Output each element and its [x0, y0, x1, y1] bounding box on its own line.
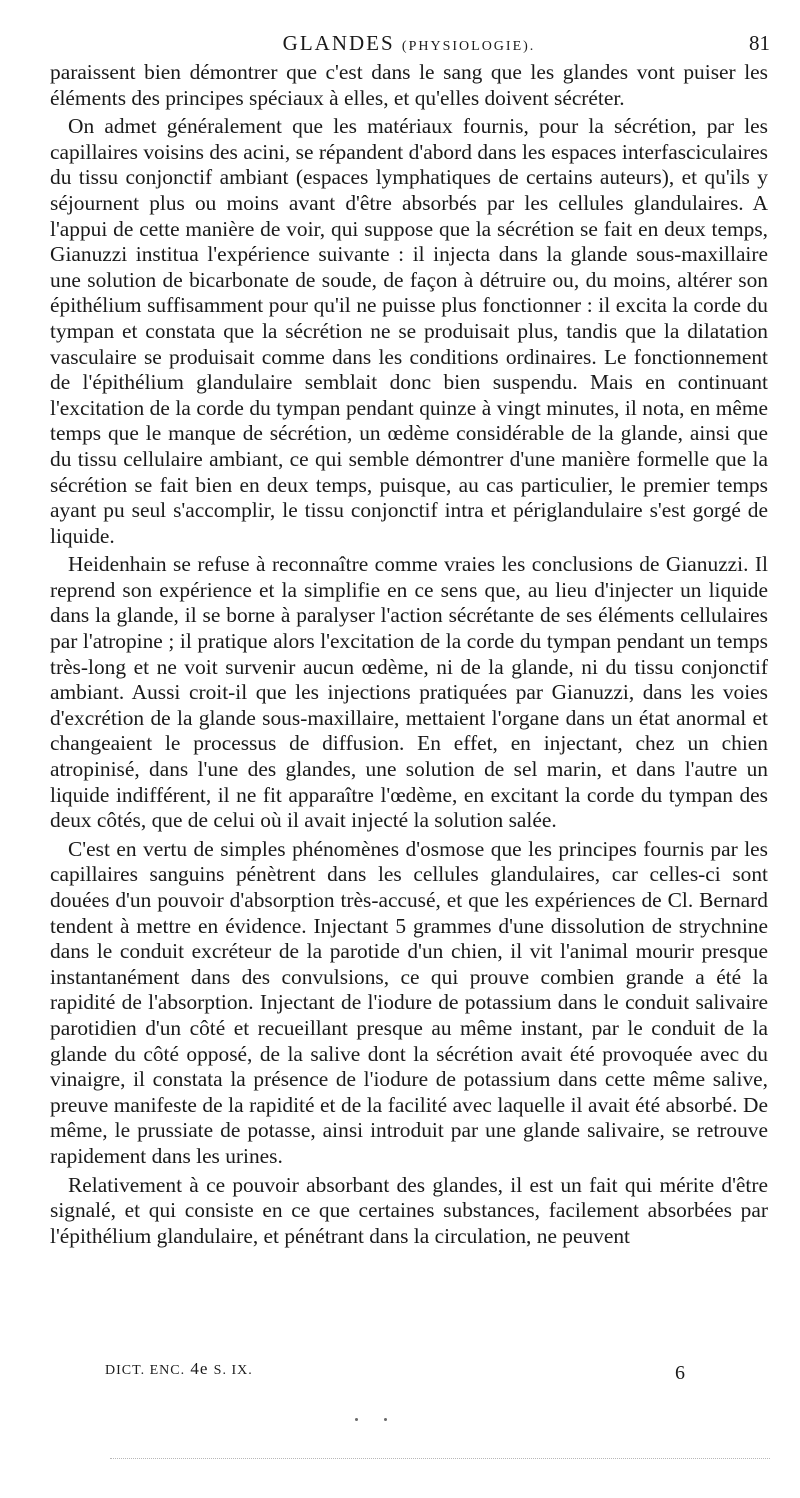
paragraph-3: Heidenhain se refuse à reconnaître comme vraies les conclusions de Gianuzzi. Il reprend son expérience et la simplifie en ce sens que, au lieu d'injecter un liquide dans la glande, il se borne à paralyser l'action sécrétante de ses éléments cellulaires par l'atropine ; il pratique alors l'excitation de la corde du tympan pendant un temps très-long et ne voit survenir aucun œdème, ni de la glande, ni du tissu conjonctif ambiant. Aussi croit-il que les injections pratiquées par Gianuzzi, dans les voies d'excrétion de la glande sous-maxillaire, mettaient l'organe dans un état anormal et changeaient le processus de diffusion. En effet, en injectant, chez un chien atropinisé, dans l'une des glandes, une solution de sel marin, et dans l'autre un liquide indifférent, il ne fit apparaître l'œdème, en excitant la corde du tympan des deux côtés, que de celui où il avait injecté la solution salée.	[50, 552, 768, 833]
printer-signature	[105, 1356, 253, 1384]
running-title-sub: (PHYSIOLOGIE).	[401, 39, 536, 54]
paragraph-4: C'est en vertu de simples phénomènes d'osmose que les principes fournis par les capillaires sanguins pénètrent dans les cellules glandulaires, car celles-ci sont douées d'un pouvoir d'absorption très-accusé, et que les expériences de Cl. Bernard tendent à mettre en évidence. Injectant 5 grammes d'une dissolution de strychnine dans le conduit excréteur de la parotide d'un chien, il vit l'animal mourir presque instantanément dans des convulsions, ce qui prouve combien grande a été la rapidité de l'absorption. Injectant de l'iodure de potassium dans le conduit salivaire parotidien d'un côté et recueillant presque au même instant, par le conduit de la glande du côté opposé, de la salive dont la sécrétion avait été provoquée avec du vinaigre, il constata la présence de l'iodure de potassium dans cette même salive, preuve manifeste de la rapidité et de la facilité avec laquelle il avait été absorbé. De même, le prussiate de potasse, ainsi introduit par une glande salivaire, se retrouve rapidement dans les urines.	[50, 836, 768, 1168]
signature-suffix: S. IX.	[213, 1363, 253, 1378]
scan-artifact-line	[110, 1458, 770, 1462]
running-head	[48, 28, 770, 58]
sheet-number: 6	[675, 1362, 685, 1384]
scan-speck	[384, 1418, 387, 1421]
page-number: 81	[749, 31, 770, 55]
signature-prefix: DICT. ENC.	[105, 1363, 186, 1378]
page-footer	[105, 1356, 685, 1386]
paragraph-5: Relativement à ce pouvoir absorbant des glandes, il est un fait qui mérite d'être signalé, et qui consiste en ce que certaines substances, facilement absorbées par l'épithélium glandulaire, et pénétrant dans la circulation, ne peuvent	[50, 1172, 768, 1248]
running-title-main: GLANDES	[282, 31, 395, 55]
scan-speck	[355, 1418, 358, 1421]
paragraph-2: On admet généralement que les matériaux fournis, pour la sécrétion, par les capillaires voisins des acini, se répandent d'abord dans les espaces interfasciculaires du tissu conjonctif ambiant (espaces lymphatiques de certains auteurs), et qu'ils y séjournent plus ou moins avant d'être absorbés par les cellules glandulaires. A l'appui de cette manière de voir, qui suppose que la sécrétion se fait en deux temps, Gianuzzi institua l'expérience suivante : il injecta dans la glande sous-maxillaire une solution de bicarbonate de soude, de façon à détruire ou, du moins, altérer son épithélium suffisamment pour qu'il ne puisse plus fonctionner : il excita la corde du tympan et constata que la sécrétion ne se produisait plus, tandis que la dilatation vasculaire se produisait comme dans les conditions ordinaires. Le fonctionnement de l'épithélium glandulaire semblait donc bien suspendu. Mais en continuant l'excitation de la corde du tympan pendant quinze à vingt minutes, il nota, en même temps que le manque de sécrétion, un œdème considérable de la glande, ainsi que du tissu cellulaire ambiant, ce qui semble démontrer d'une manière formelle que la sécrétion se fait bien en deux temps, puisque, au cas particulier, le premier temps ayant pu seul s'accomplir, le tissu conjonctif intra et périglandulaire s'est gorgé de liquide.	[50, 114, 768, 548]
paragraph-1: paraissent bien démontrer que c'est dans le sang que les glandes vont puiser les éléments des principes spéciaux à elles, et qu'elles doivent sécréter.	[50, 60, 768, 110]
signature-series: 4e	[190, 1359, 209, 1378]
running-title	[48, 28, 770, 62]
body-text	[50, 60, 768, 1252]
